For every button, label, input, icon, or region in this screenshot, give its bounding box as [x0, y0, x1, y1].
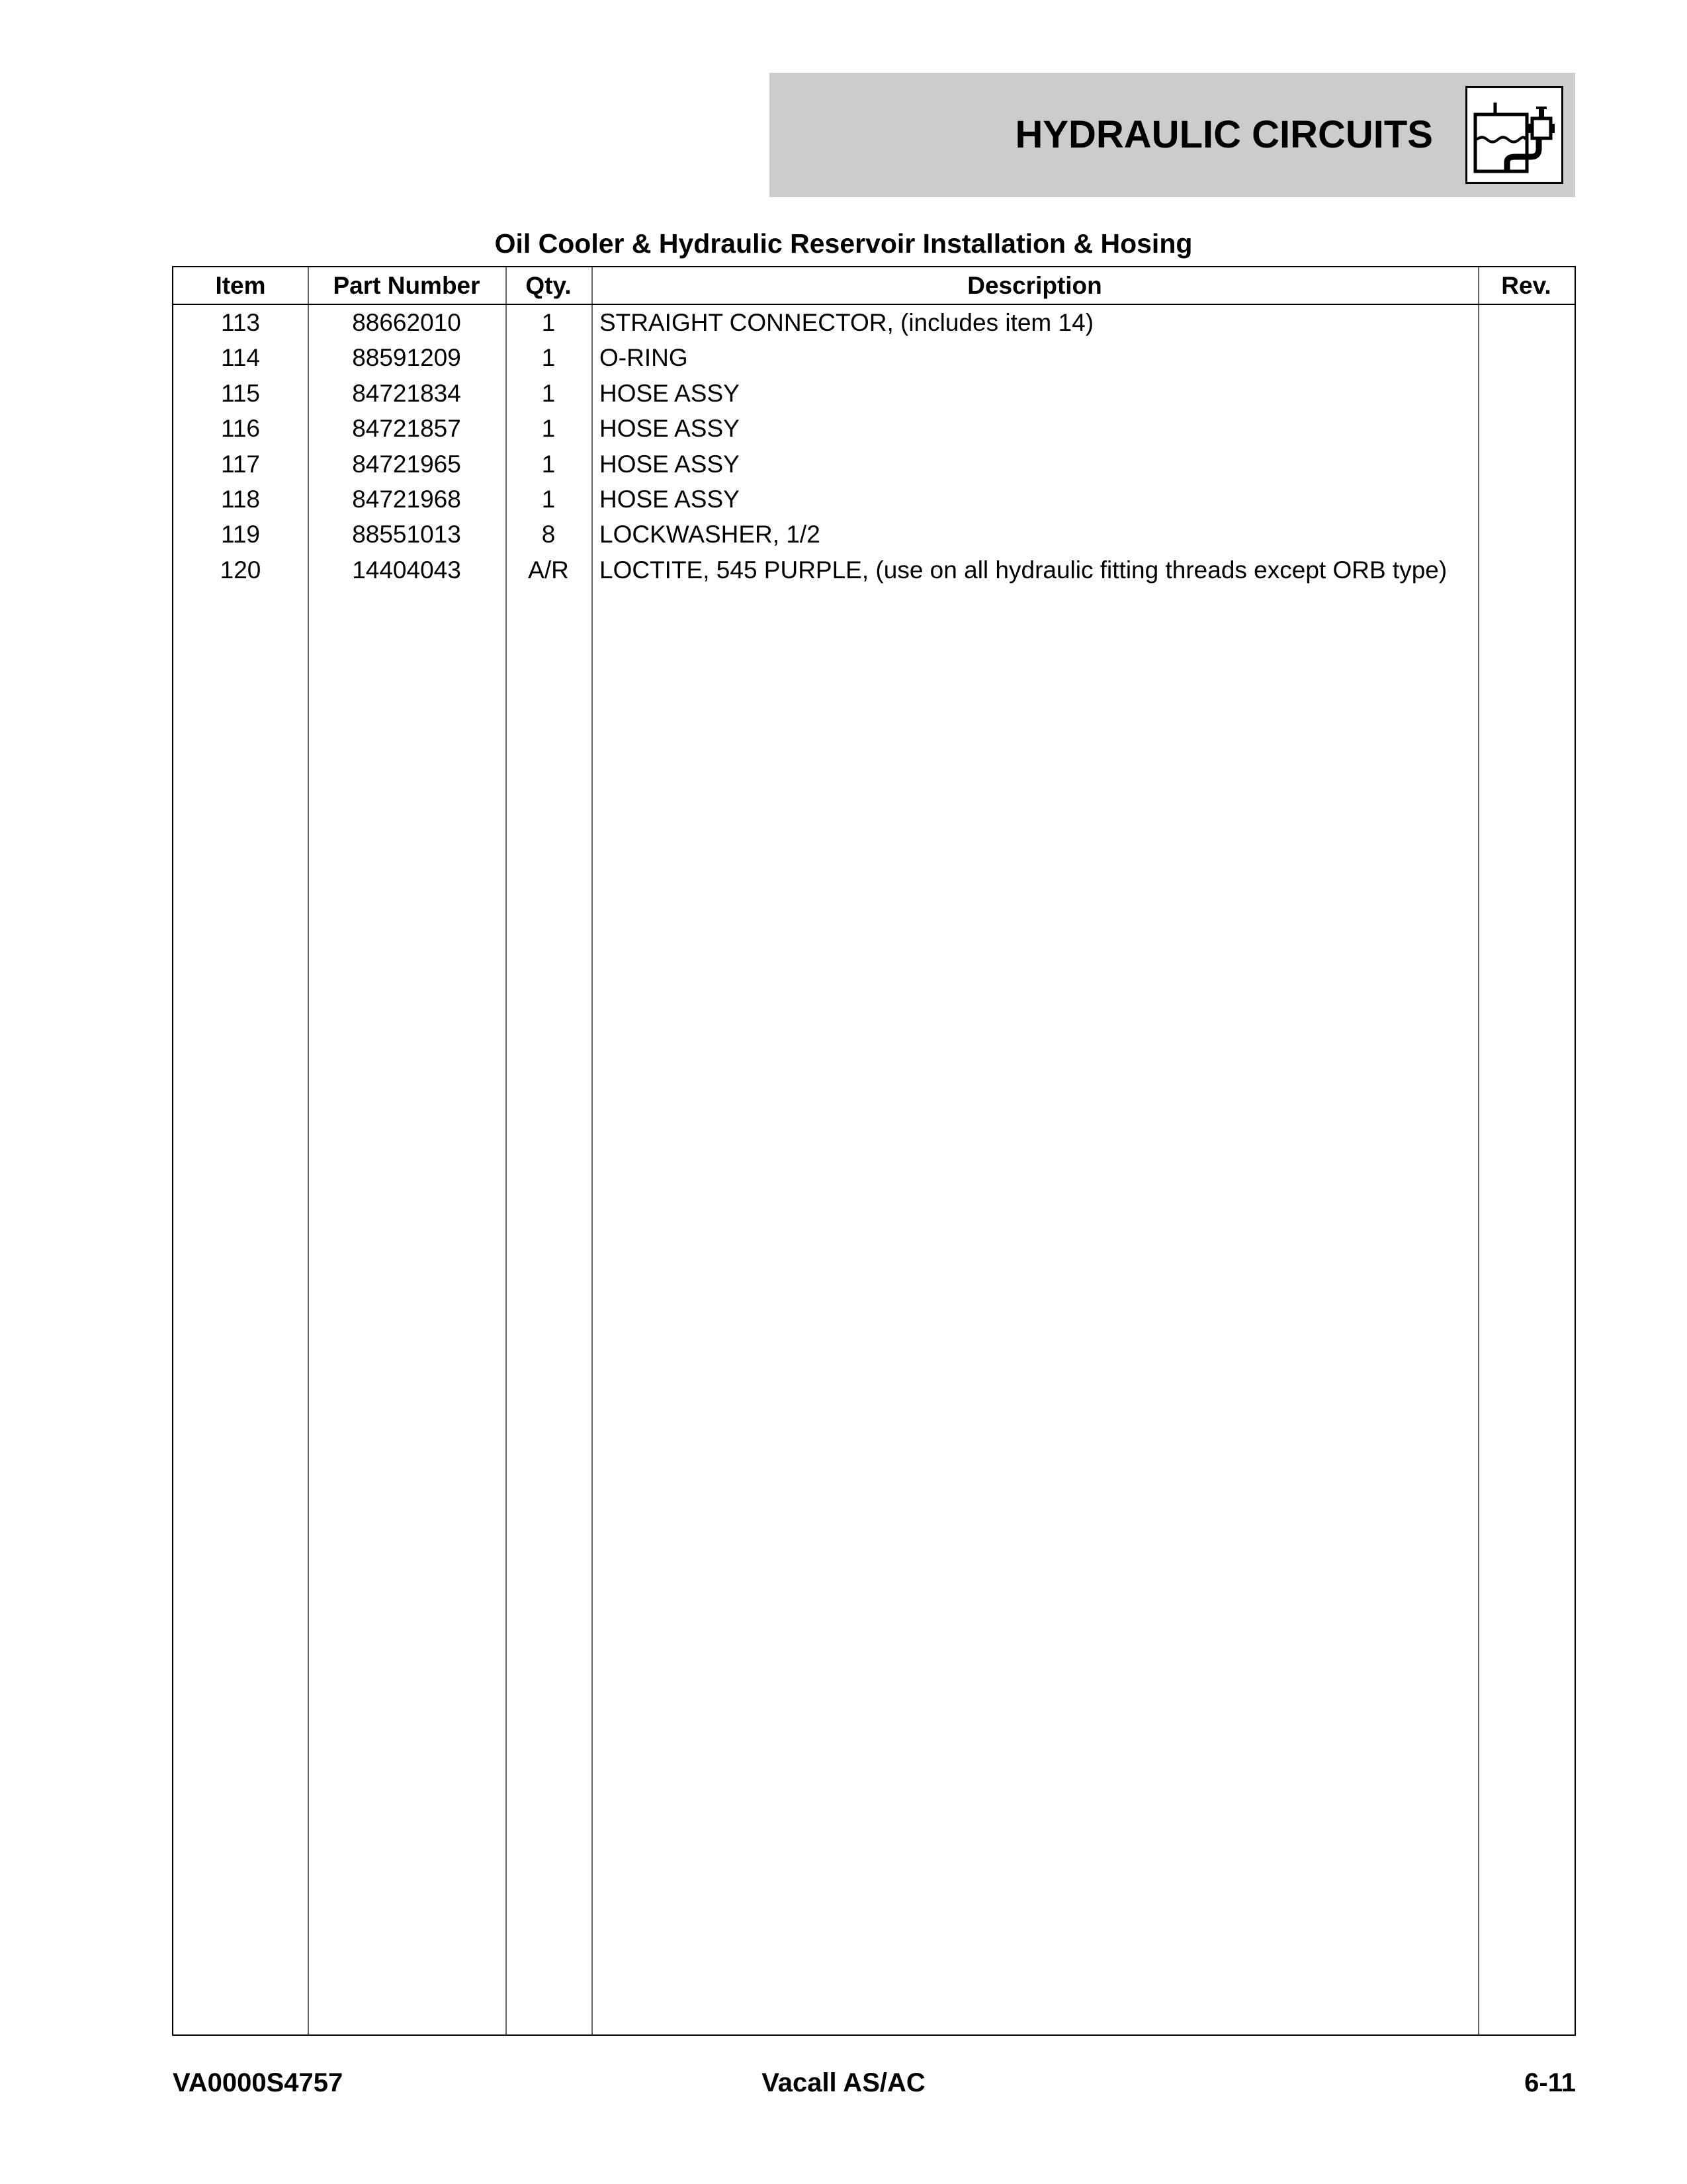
table-body	[173, 305, 1575, 588]
cell-qty: 1	[541, 344, 556, 372]
cell-description: HOSE ASSY	[599, 379, 740, 407]
cell-item: 120	[220, 556, 261, 584]
column-header-qty: Qty.	[525, 272, 572, 299]
cell-rev	[1478, 552, 1575, 588]
cell-rev	[1478, 482, 1575, 517]
cell-part-number: 84721968	[352, 485, 461, 513]
cell-rev	[1478, 305, 1575, 340]
cell-item: 113	[221, 309, 260, 336]
section-title: Oil Cooler & Hydraulic Reservoir Installation & Hosing	[494, 228, 1193, 259]
cell-rev	[1478, 340, 1575, 375]
cell-item: 119	[221, 521, 260, 548]
table-row	[173, 305, 1575, 340]
cell-rev	[1478, 376, 1575, 411]
cell-description: O-RING	[599, 344, 688, 372]
column-header-rev: Rev.	[1501, 272, 1551, 299]
cell-rev	[1478, 411, 1575, 446]
cell-description: HOSE ASSY	[599, 450, 740, 478]
cell-qty: 1	[541, 309, 556, 336]
cell-item: 115	[221, 379, 260, 407]
cell-description: STRAIGHT CONNECTOR, (includes item 14)	[599, 309, 1094, 336]
table-row	[173, 411, 1575, 446]
cell-description: HOSE ASSY	[599, 485, 740, 513]
cell-part-number: 14404043	[352, 556, 461, 584]
page-number: 6-11	[1524, 2068, 1576, 2097]
parts-table	[172, 266, 1576, 2036]
cell-item: 116	[221, 415, 260, 443]
cell-part-number: 88662010	[352, 309, 461, 336]
table-row	[173, 552, 1575, 588]
column-header-item: Item	[215, 272, 266, 299]
cell-qty: 1	[541, 485, 556, 513]
cell-qty: A/R	[528, 556, 569, 584]
cell-part-number: 88551013	[352, 521, 461, 548]
cell-part-number: 84721857	[352, 415, 461, 443]
table-row	[173, 340, 1575, 375]
cell-part-number: 84721965	[352, 450, 461, 478]
cell-qty: 8	[541, 521, 556, 548]
column-header-description: Description	[967, 272, 1102, 299]
section-header	[769, 73, 1575, 197]
cell-item: 117	[221, 450, 260, 478]
cell-part-number: 84721834	[352, 379, 461, 407]
column-header-part-number: Part Number	[333, 272, 480, 299]
section-header-title: HYDRAULIC CIRCUITS	[1015, 113, 1433, 156]
manual-title: Vacall AS/AC	[761, 2068, 926, 2097]
cell-item: 114	[221, 344, 260, 372]
cell-description: LOCKWASHER, 1/2	[599, 521, 820, 548]
document-number: VA0000S4757	[173, 2068, 343, 2097]
hydraulic-reservoir-icon	[1465, 86, 1563, 184]
cell-rev	[1478, 447, 1575, 482]
cell-description: HOSE ASSY	[599, 415, 740, 443]
cell-qty: 1	[541, 450, 556, 478]
cell-qty: 1	[541, 415, 556, 443]
cell-item: 118	[221, 485, 260, 513]
table-row	[173, 376, 1575, 411]
table-row	[173, 447, 1575, 482]
table-row	[173, 517, 1575, 552]
cell-rev	[1478, 517, 1575, 552]
cell-part-number: 88591209	[352, 344, 461, 372]
cell-description: LOCTITE, 545 PURPLE, (use on all hydraulic fitting threads except ORB type)	[599, 556, 1448, 584]
table-row	[173, 482, 1575, 517]
cell-qty: 1	[541, 379, 556, 407]
